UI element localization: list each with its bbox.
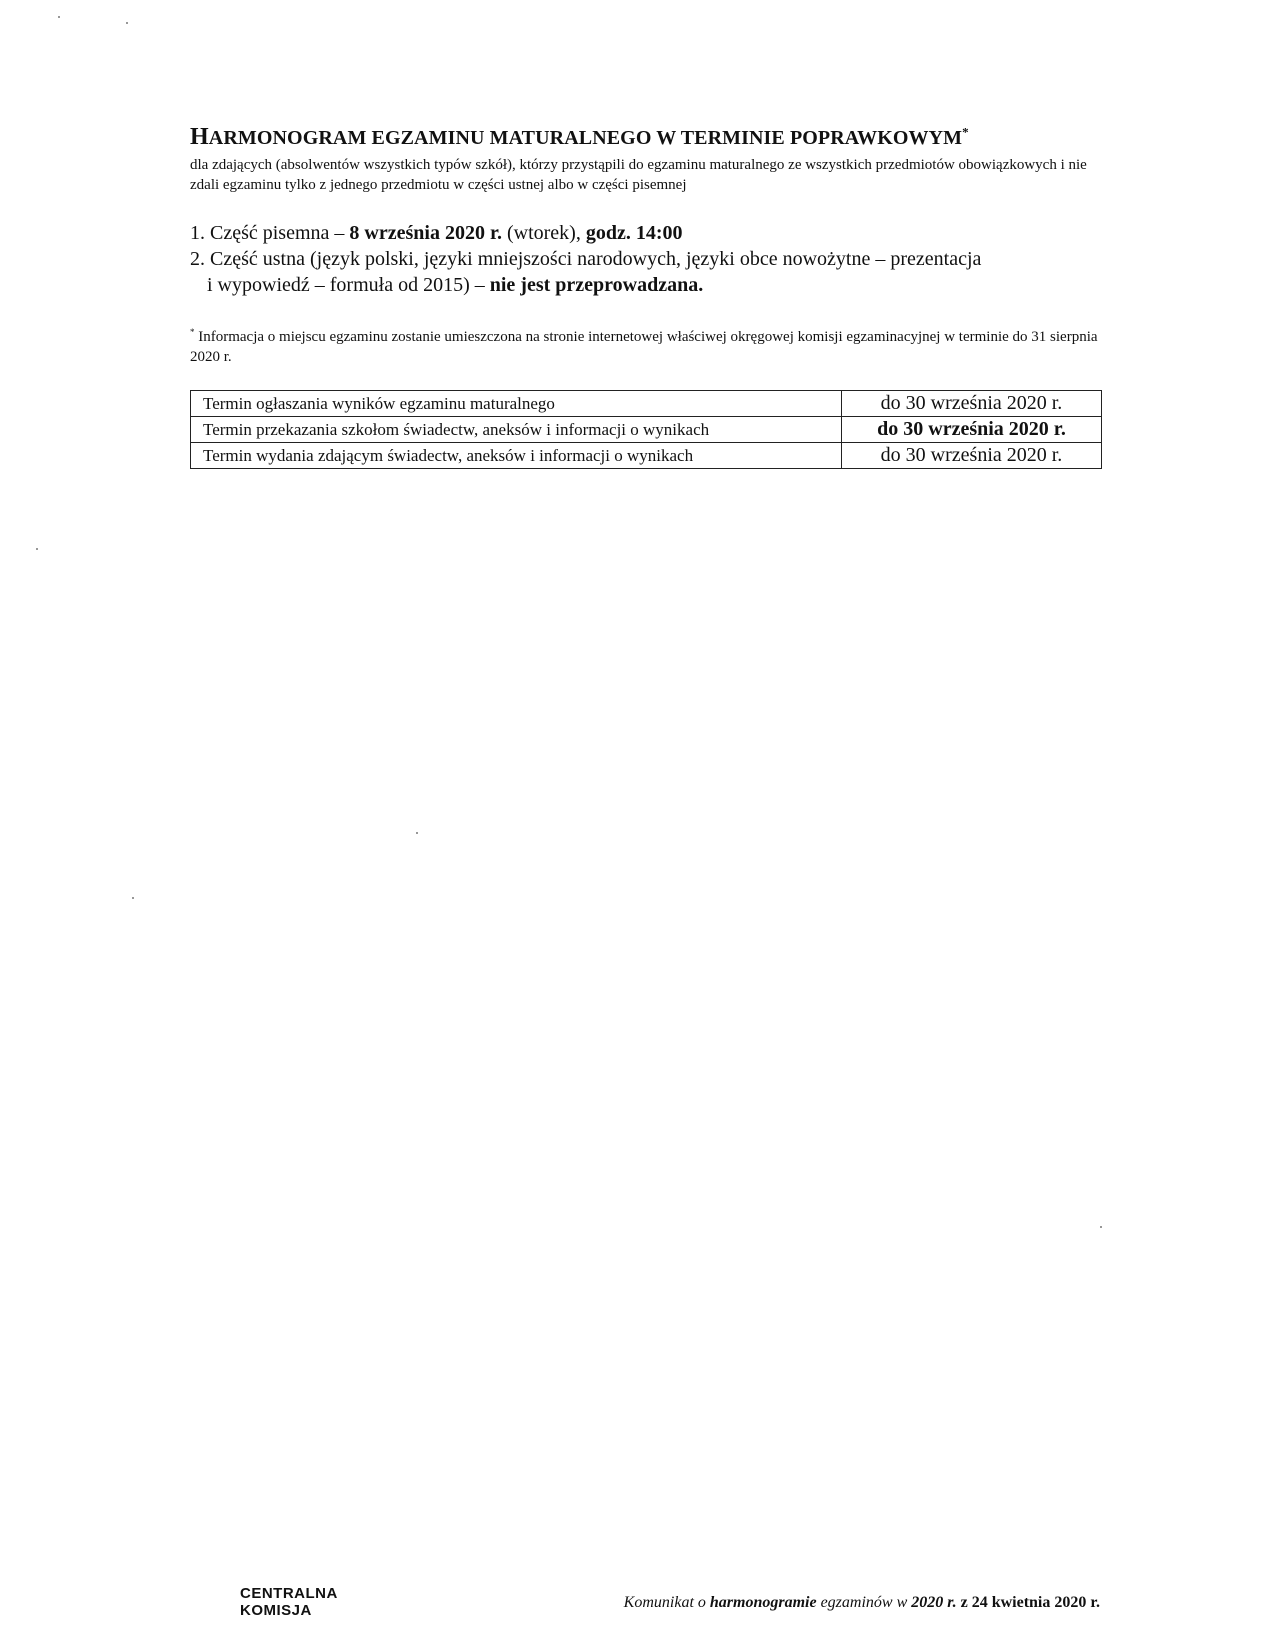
table-cell-date: do 30 września 2020 r.	[842, 443, 1102, 469]
scan-speck	[58, 16, 60, 18]
table-cell-date: do 30 września 2020 r.	[842, 391, 1102, 417]
table-cell-label: Termin wydania zdającym świadectw, aneksów i informacji o wynikach	[191, 443, 842, 469]
written-prefix: 1. Część pisemna –	[190, 222, 350, 244]
document-title	[190, 124, 969, 151]
logo-line1: CENTRALNA	[240, 1585, 338, 1602]
footnote-text: Informacja o miejscu egzaminu zostanie umieszczona na stronie internetowej właściwej okręgowej komisji egzaminacyjnej w terminie do 31 sierpnia 2020 r.	[190, 329, 1098, 365]
scan-speck	[126, 22, 128, 24]
schedule-list	[190, 220, 1110, 298]
list-item-written	[190, 220, 1110, 246]
footer-text-1: Komunikat o	[623, 1594, 710, 1611]
cke-logo	[240, 1585, 338, 1619]
document-subtitle: dla zdających (absolwentów wszystkich typów szkół), którzy przystąpili do egzaminu maturalnego ze wszystkich przedmiotów obowiązkowych i nie zdali egzaminu tylko z jednego przedmiotu w części ustnej albo w części pisemnej	[190, 157, 1087, 193]
footer-text-5: z 24 kwietnia 2020 r.	[956, 1594, 1100, 1611]
deadlines-table	[190, 390, 1102, 469]
footer-reference	[624, 1594, 1100, 1612]
footnote-mark: *	[190, 327, 195, 337]
list-item-oral-continued	[190, 272, 1110, 298]
scan-speck	[416, 832, 418, 834]
oral-line1: 2. Część ustna (język polski, języki mniejszości narodowych, języki obce nowożytne – prezentacja	[190, 248, 982, 270]
title-rest: ARMONOGRAM EGZAMINU MATURALNEGO W TERMINIE POPRAWKOWYM	[208, 127, 963, 149]
table-cell-label: Termin przekazania szkołom świadectw, aneksów i informacji o wynikach	[191, 417, 842, 443]
written-weekday: (wtorek),	[501, 222, 586, 244]
oral-line2-prefix: i wypowiedź – formuła od 2015) –	[207, 274, 490, 296]
table-row	[191, 417, 1102, 443]
footer-text-2: harmonogramie	[709, 1594, 817, 1611]
table-row	[191, 443, 1102, 469]
oral-line2-bold: nie jest przeprowadzana.	[489, 274, 704, 296]
scan-speck	[36, 548, 38, 550]
table-cell-label: Termin ogłaszania wyników egzaminu maturalnego	[191, 391, 842, 417]
written-time: godz. 14:00	[585, 222, 683, 244]
title-footnote-mark: *	[962, 124, 969, 140]
footer-text-3: egzaminów w	[816, 1594, 912, 1611]
logo-line2: KOMISJA	[240, 1602, 312, 1619]
title-first-letter: H	[190, 124, 209, 150]
written-date: 8 września 2020 r.	[349, 222, 502, 244]
footer-text-4: 2020 r.	[911, 1594, 957, 1611]
scan-speck	[132, 897, 134, 899]
footnote	[190, 322, 1110, 367]
scan-speck	[1100, 1226, 1102, 1228]
list-item-oral	[190, 246, 1110, 272]
table-cell-date: do 30 września 2020 r.	[842, 417, 1102, 443]
table-row	[191, 391, 1102, 417]
